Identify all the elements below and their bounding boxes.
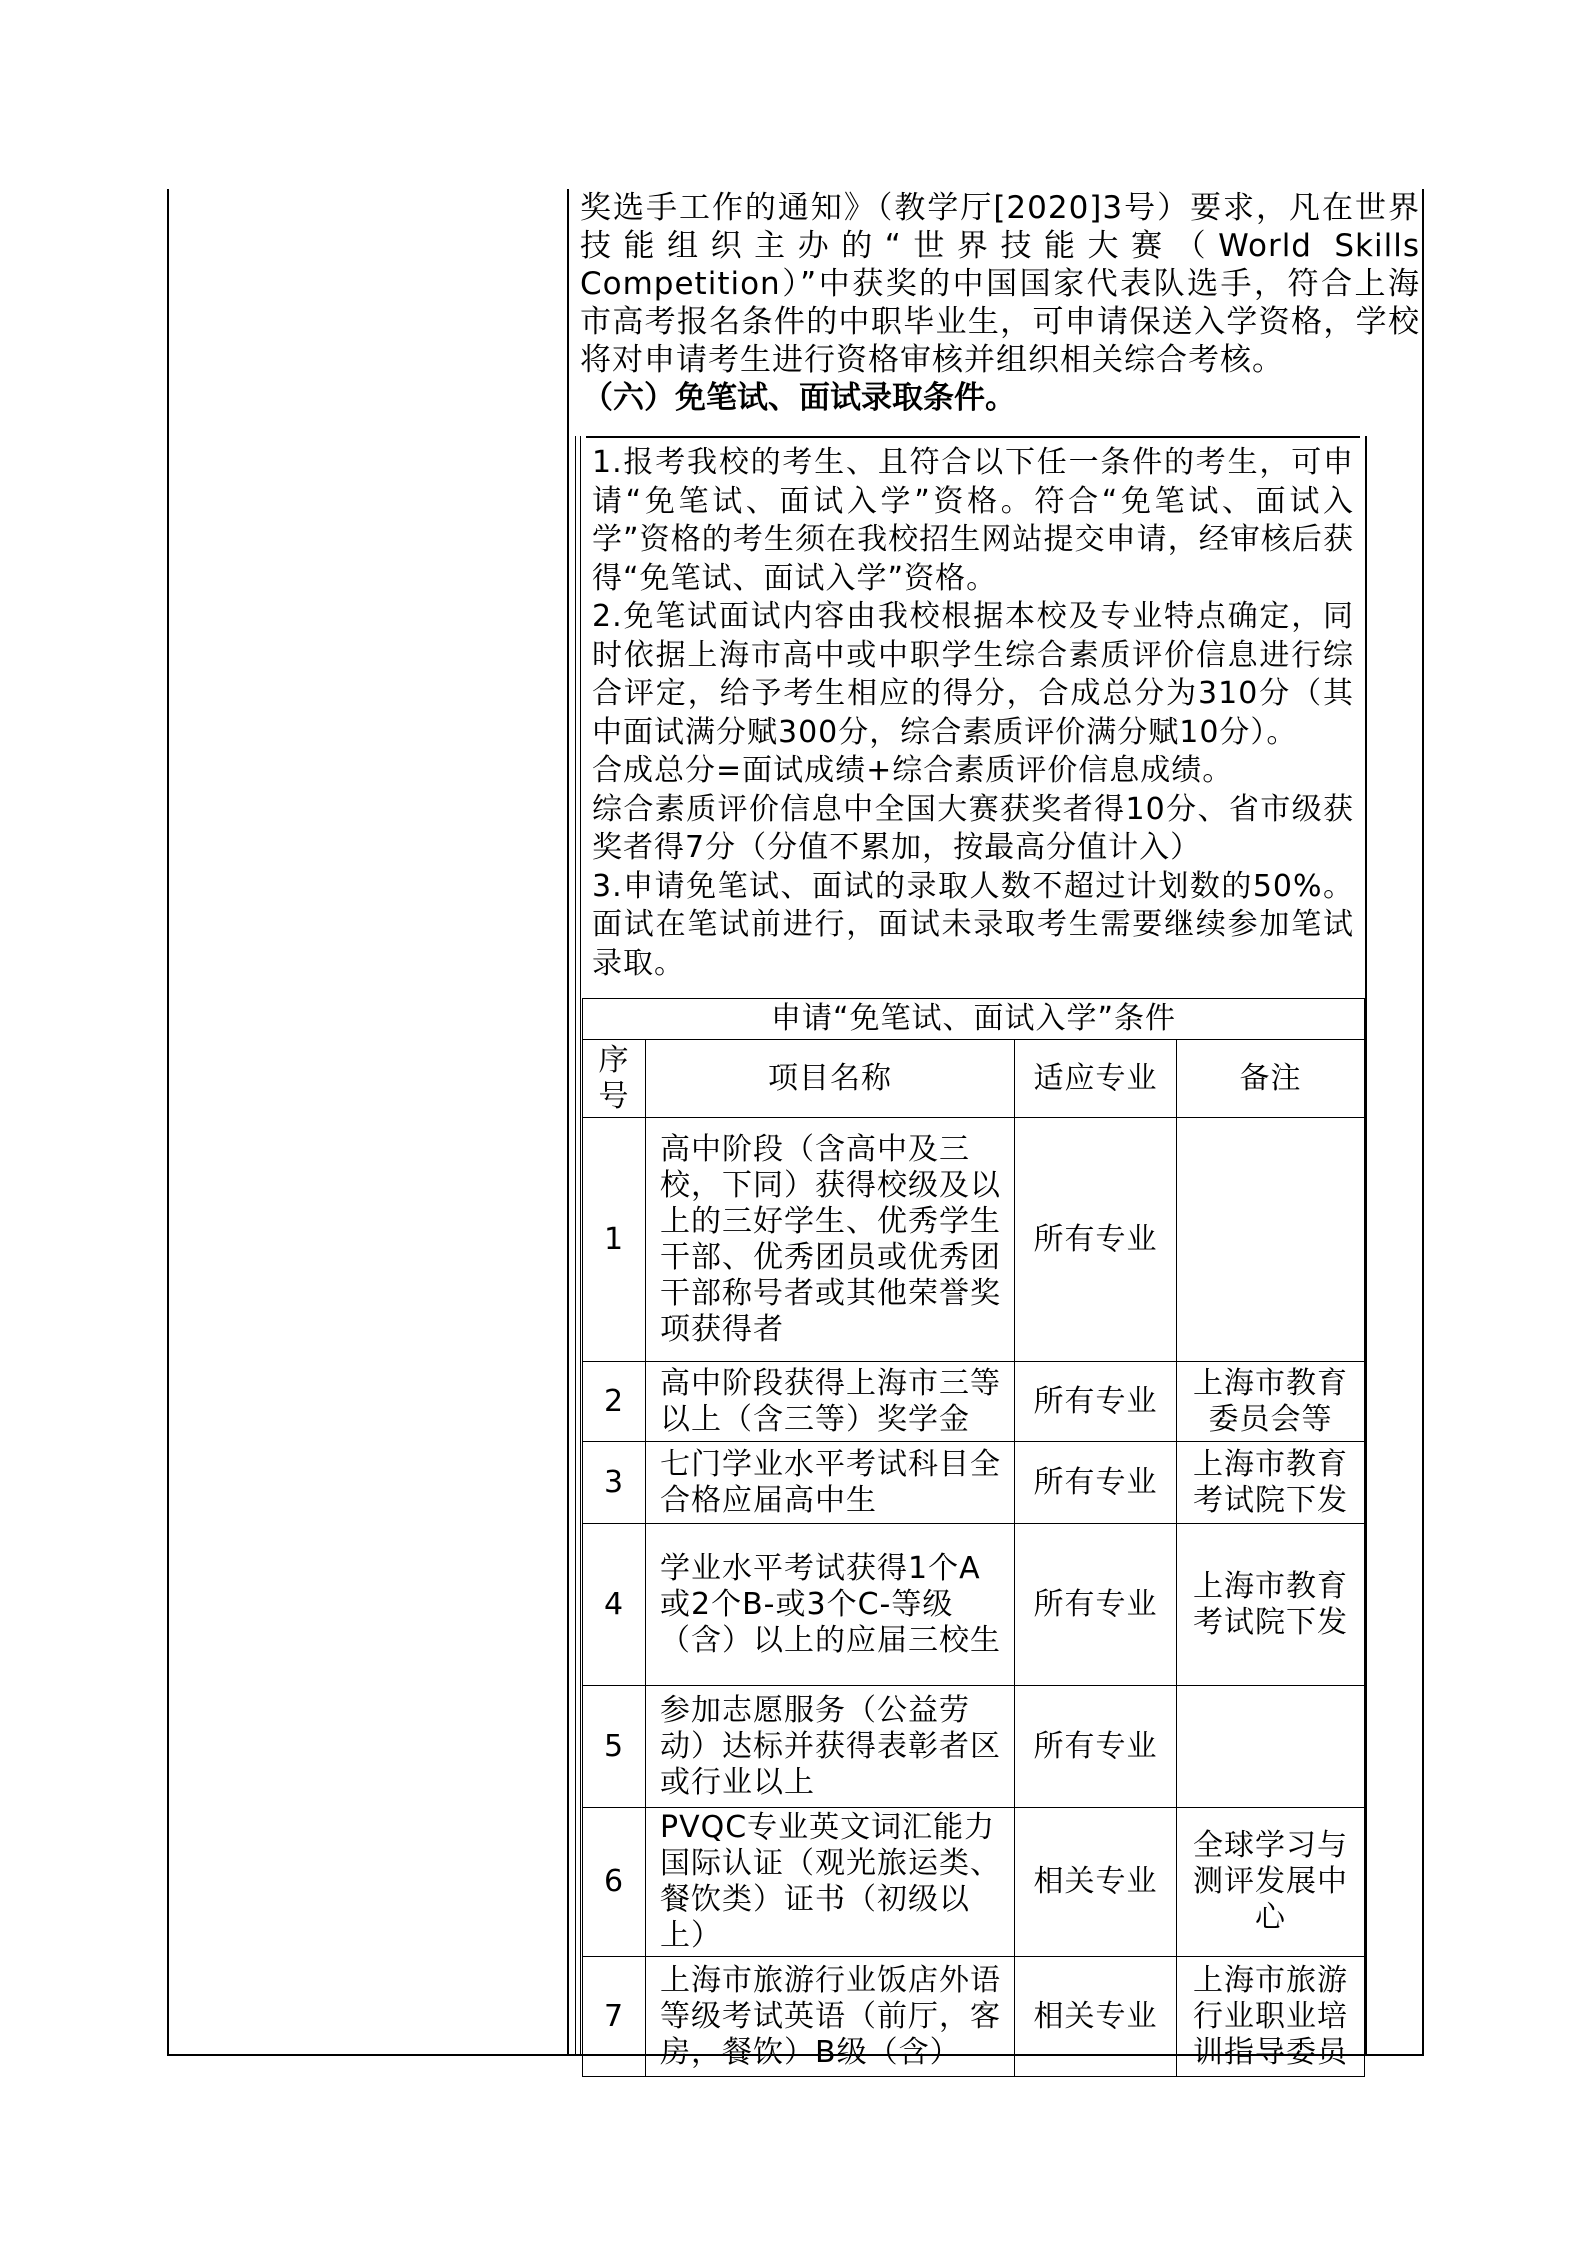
row-remark: 上海市旅游行业职业培训指导委员 <box>1177 1957 1365 2077</box>
row-remark <box>1177 1118 1365 1362</box>
table-title-row <box>583 999 1365 1040</box>
row-name: 参加志愿服务（公益劳动）达标并获得表彰者区或行业以上 <box>646 1686 1015 1808</box>
note-paragraph: 综合素质评价信息中全国大赛获奖者得10分、省市级获奖者得7分（分值不累加，按最高分值计入） <box>592 791 1354 865</box>
row-major: 所有专业 <box>1015 1524 1177 1686</box>
row-remark: 上海市教育考试院下发 <box>1177 1524 1365 1686</box>
table-row <box>583 1118 1365 1362</box>
note-paragraph: 3.申请免笔试、面试的录取人数不超过计划数的50%。面试在笔试前进行，面试未录取考生需要继续参加笔试录取。 <box>592 868 1354 981</box>
row-major: 相关专业 <box>1015 1957 1177 2077</box>
note-paragraph: 合成总分=面试成绩+综合素质评价信息成绩。 <box>592 753 1234 788</box>
row-name: 七门学业水平考试科目全合格应届高中生 <box>646 1442 1015 1524</box>
header-seq: 序号 <box>583 1040 646 1118</box>
row-name: 高中阶段获得上海市三等以上（含三等）奖学金 <box>646 1362 1015 1442</box>
row-name: 上海市旅游行业饭店外语等级考试英语（前厅，客房，餐饮）B级（含） <box>646 1957 1015 2077</box>
row-seq: 2 <box>583 1362 646 1442</box>
header-major: 适应专业 <box>1015 1040 1177 1118</box>
note-paragraph: 1.报考我校的考生、且符合以下任一条件的考生，可申请“免笔试、面试入学”资格。符合“免笔试、面试入学”资格的考生须在我校招生网站提交申请，经审核后获得“免笔试、面试入学”资格。 <box>592 445 1354 596</box>
row-name: 学业水平考试获得1个A或2个B-或3个C-等级（含）以上的应届三校生 <box>646 1524 1015 1686</box>
row-name: 高中阶段（含高中及三校，下同）获得校级及以上的三好学生、优秀学生干部、优秀团员或优秀团干部称号者或其他荣誉奖项获得者 <box>646 1118 1015 1362</box>
row-major: 所有专业 <box>1015 1442 1177 1524</box>
row-seq: 6 <box>583 1808 646 1957</box>
row-remark: 上海市教育考试院下发 <box>1177 1442 1365 1524</box>
row-major: 相关专业 <box>1015 1808 1177 1957</box>
row-remark <box>1177 1686 1365 1808</box>
row-seq: 7 <box>583 1957 646 2077</box>
row-seq: 4 <box>583 1524 646 1686</box>
section-heading: （六）免笔试、面试录取条件。 <box>582 380 1016 416</box>
nested-table-frame <box>575 436 1367 2070</box>
table-header-row <box>583 1040 1365 1118</box>
row-major: 所有专业 <box>1015 1118 1177 1362</box>
table-row <box>583 1808 1365 1957</box>
intro-paragraph: 奖选手工作的通知》（教学厅[2020]3号）要求，凡在世界技能组织主办的“世界技能大赛（World Skills Competition）”中获奖的中国国家代表队选手，符合上海市高考报名条件的中职毕业生，可申请保送入学资格，学校将对申请考生进行资格审核并组织相关综合考核。 <box>580 190 1420 378</box>
header-remark: 备注 <box>1177 1040 1365 1118</box>
table-row <box>583 1524 1365 1686</box>
row-remark: 上海市教育委员会等 <box>1177 1362 1365 1442</box>
row-seq: 5 <box>583 1686 646 1808</box>
row-remark: 全球学习与测评发展中心 <box>1177 1808 1365 1957</box>
row-major: 所有专业 <box>1015 1686 1177 1808</box>
row-seq: 1 <box>583 1118 646 1362</box>
row-seq: 3 <box>583 1442 646 1524</box>
table-row <box>583 1442 1365 1524</box>
column-divider <box>567 189 569 2054</box>
header-name: 项目名称 <box>646 1040 1015 1118</box>
notes-block <box>586 436 1360 983</box>
row-major: 所有专业 <box>1015 1362 1177 1442</box>
conditions-table <box>582 998 1365 2077</box>
right-column-content <box>580 189 1420 417</box>
table-row <box>583 1957 1365 2077</box>
table-title: 申请“免笔试、面试入学”条件 <box>583 999 1365 1040</box>
table-row <box>583 1362 1365 1442</box>
table-row <box>583 1686 1365 1808</box>
row-name: PVQC专业英文词汇能力国际认证（观光旅运类、餐饮类）证书（初级以上） <box>646 1808 1015 1957</box>
nested-table-double-line <box>580 436 581 2056</box>
note-paragraph: 2.免笔试面试内容由我校根据本校及专业特点确定，同时依据上海市高中或中职学生综合素质评价信息进行综合评定，给予考生相应的得分，合成总分为310分（其中面试满分赋300分，综合素质评价满分赋10分）。 <box>592 599 1354 750</box>
